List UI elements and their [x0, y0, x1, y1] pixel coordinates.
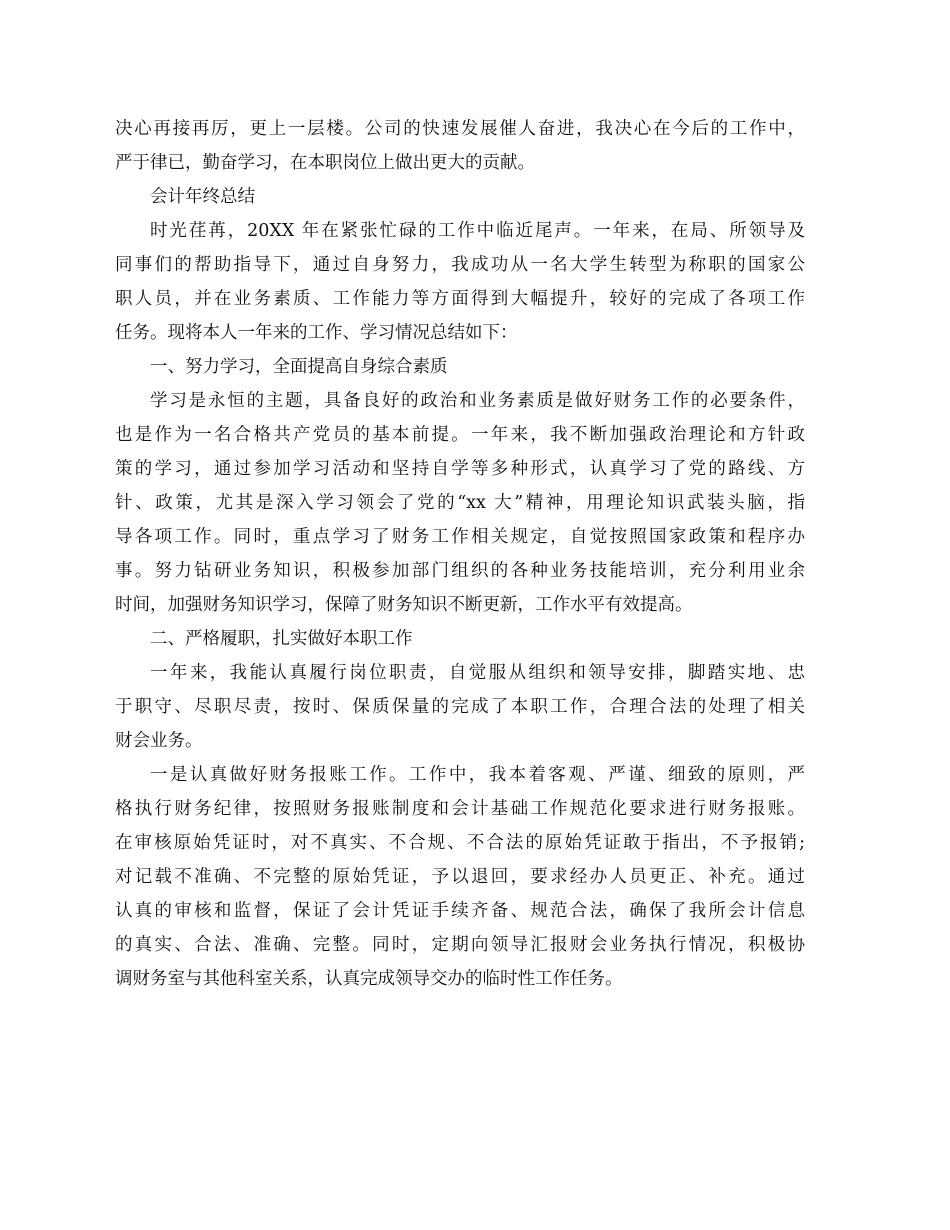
text-line: 针、政策，尤其是深入学习领会了党的“xx 大”精神，用理论知识武装头脑，指 — [115, 493, 805, 513]
text-line: 时间，加强财务知识学习，保障了财务知识不断更新，工作水平有效提高。 — [115, 595, 693, 615]
text-line: 任务。现将本人一年来的工作、学习情况总结如下： — [115, 323, 518, 343]
text-line: 严于律已，勤奋学习，在本职岗位上做出更大的贡献。 — [115, 153, 535, 173]
text-line: 策的学习，通过参加学习活动和坚持自学等多种形式，认真学习了党的路线、方 — [115, 459, 805, 479]
text-line: 在审核原始凭证时，对不真实、不合规、不合法的原始凭证敢于指出，不予报销; — [115, 833, 805, 853]
text-line: 会计年终总结 — [150, 187, 255, 207]
text-line: 同事们的帮助指导下，通过自身努力，我成功从一名大学生转型为称职的国家公 — [115, 255, 805, 275]
text-line: 职人员，并在业务素质、工作能力等方面得到大幅提升，较好的完成了各项工作 — [115, 289, 805, 309]
text-line: 决心再接再厉，更上一层楼。公司的快速发展催人奋进，我决心在今后的工作中， — [115, 119, 805, 139]
text-line: 导各项工作。同时，重点学习了财务工作相关规定，自觉按照国家政策和程序办 — [115, 527, 805, 547]
text-line: 一、努力学习，全面提高自身综合素质 — [150, 357, 448, 377]
text-line: 格执行财务纪律，按照财务报账制度和会计基础工作规范化要求进行财务报账。 — [115, 799, 805, 819]
document-body — [115, 112, 805, 996]
text-line: 财会业务。 — [115, 731, 203, 751]
text-line: 对记载不准确、不完整的原始凭证，予以退回，要求经办人员更正、补充。通过 — [115, 867, 805, 887]
text-line: 一年来，我能认真履行岗位职责，自觉服从组织和领导安排，脚踏实地、忠 — [150, 663, 805, 683]
text-line: 也是作为一名合格共产党员的基本前提。一年来，我不断加强政治理论和方针政 — [115, 425, 805, 445]
text-line: 一是认真做好财务报账工作。工作中，我本着客观、严谨、细致的原则，严 — [150, 765, 805, 785]
text-line: 时光荏苒，20XX 年在紧张忙碌的工作中临近尾声。一年来，在局、所领导及 — [150, 221, 805, 241]
text-line: 的真实、合法、准确、完整。同时，定期向领导汇报财会业务执行情况，积极协 — [115, 935, 805, 955]
text-line: 二、严格履职，扎实做好本职工作 — [150, 629, 413, 649]
text-line: 调财务室与其他科室关系，认真完成领导交办的临时性工作任务。 — [115, 969, 623, 989]
text-line: 于职守、尽职尽责，按时、保质保量的完成了本职工作，合理合法的处理了相关 — [115, 697, 805, 717]
text-line: 事。努力钻研业务知识，积极参加部门组织的各种业务技能培训，充分利用业余 — [115, 561, 805, 581]
text-line: 认真的审核和监督，保证了会计凭证手续齐备、规范合法，确保了我所会计信息 — [115, 901, 805, 921]
text-line: 学习是永恒的主题，具备良好的政治和业务素质是做好财务工作的必要条件， — [150, 391, 805, 411]
